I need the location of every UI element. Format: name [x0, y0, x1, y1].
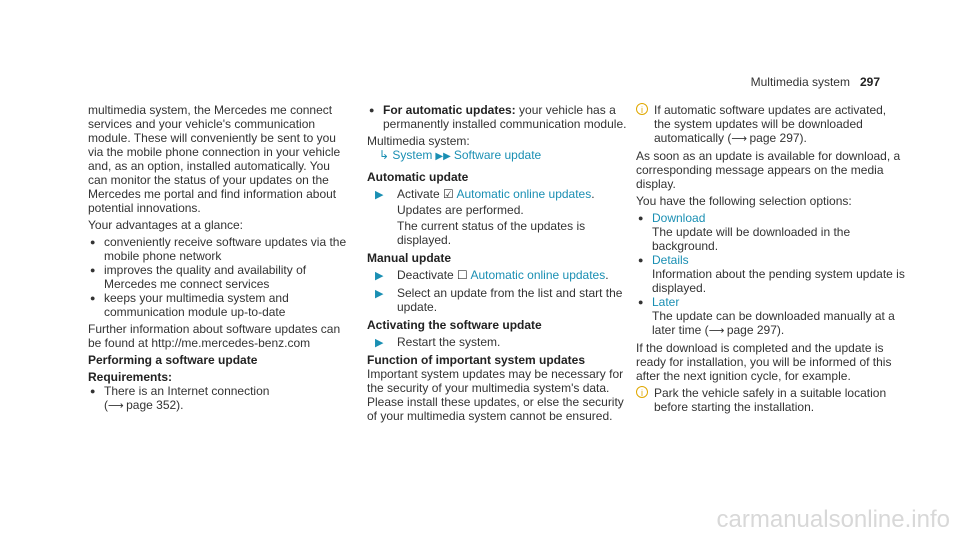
- step-arrow-icon: ▶: [375, 270, 384, 282]
- column-left: [88, 103, 350, 416]
- automatic-update-heading: Automatic update: [367, 170, 469, 184]
- option-details[interactable]: Details: [652, 253, 689, 267]
- list-item: ● keeps your multimedia system and communication module up-to-date: [88, 291, 350, 319]
- path-separator-icon: ▶▶: [435, 151, 451, 162]
- auto-download-note: i If automatic software updates are activated, the system updates will be downloaded automatically (⟶ page 297).: [636, 103, 906, 146]
- select-step: ▶ Select an update from the list and start the update.: [375, 286, 623, 314]
- park-note: i Park the vehicle safely in a suitable location before starting the installation.: [636, 386, 906, 414]
- auto-update-list: [367, 103, 629, 131]
- option-description: The update can be downloaded manually at a later time (⟶ page 297).: [652, 309, 895, 337]
- info-icon: i: [636, 103, 648, 115]
- page-ref-arrow-icon: ⟶: [731, 133, 747, 145]
- options-list: [636, 211, 906, 338]
- page-header: [751, 75, 880, 89]
- column-middle: [367, 103, 629, 426]
- multimedia-label: Multimedia system:: [367, 134, 470, 148]
- activate-result: Updates are performed.: [397, 203, 524, 217]
- restart-step: ▶ Restart the system.: [375, 335, 501, 349]
- list-item: ● For automatic updates: your vehicle has a permanently installed communication module.: [367, 103, 629, 131]
- page-reference[interactable]: ⟶ page 297).: [708, 323, 785, 337]
- page-ref-arrow-icon: ⟶: [708, 325, 724, 337]
- menu-path: [367, 148, 629, 164]
- activate-step: ▶ Activate ☑ Automatic online updates. Updates are performed. The current status of the updates is displayed.: [367, 187, 629, 247]
- deactivate-step: ▶ Deactivate ☐ Automatic online updates.: [375, 268, 609, 282]
- available-paragraph: As soon as an update is available for download, a corresponding message appears on the media display.: [636, 149, 901, 191]
- checkbox-checked-icon[interactable]: ☑: [443, 187, 454, 201]
- further-info-paragraph: Further information about software updates can be found at http://me.mercedes-benz.com: [88, 322, 341, 350]
- page-reference[interactable]: (⟶ page 352).: [104, 398, 184, 412]
- step-arrow-icon: ▶: [375, 337, 384, 349]
- activate-note: The current status of the updates is displayed.: [397, 219, 586, 247]
- advantages-list: [88, 235, 350, 319]
- step-arrow-icon: ▶: [375, 288, 384, 300]
- option-later[interactable]: Later: [652, 295, 680, 309]
- function-heading: Function of important system updates: [367, 353, 586, 367]
- automatic-online-updates-option[interactable]: Automatic online updates: [456, 187, 592, 201]
- path-turn-icon: ↳: [379, 148, 390, 162]
- option-download[interactable]: Download: [652, 211, 706, 225]
- info-icon: i: [636, 386, 648, 398]
- watermark: carmanualsonline.info: [716, 506, 950, 533]
- automatic-online-updates-option[interactable]: Automatic online updates: [470, 268, 606, 282]
- list-item: ● conveniently receive software updates via the mobile phone network: [88, 235, 350, 263]
- list-item: [88, 384, 350, 413]
- requirement-text: There is an Internet connection: [104, 384, 270, 398]
- page-number: 297: [859, 75, 880, 89]
- column-right: [636, 103, 906, 417]
- section-title: Multimedia system: [750, 75, 850, 89]
- performing-heading: Performing a software update: [88, 353, 258, 367]
- option-description: Information about the pending system update is displayed.: [652, 267, 905, 295]
- page-reference[interactable]: ⟶ page 297).: [731, 131, 807, 145]
- activating-heading: Activating the software update: [367, 318, 542, 332]
- options-label: You have the following selection options:: [636, 194, 852, 208]
- advantages-label: Your advantages at a glance:: [88, 218, 244, 232]
- path-software-update[interactable]: Software update: [453, 148, 542, 162]
- list-item: [636, 211, 906, 253]
- path-system[interactable]: System: [392, 148, 433, 162]
- requirements-list: [88, 384, 350, 413]
- list-item: [636, 295, 906, 338]
- page-ref-arrow-icon: ⟶: [108, 400, 123, 412]
- option-description: The update will be downloaded in the background.: [652, 225, 851, 253]
- completed-paragraph: If the download is completed and the update is ready for installation, you will be informed of this after the next ignition cycle, for example.: [636, 341, 892, 383]
- checkbox-empty-icon[interactable]: ☐: [457, 268, 468, 282]
- step-arrow-icon: ▶: [375, 189, 384, 201]
- manual-update-heading: Manual update: [367, 251, 452, 265]
- requirements-label: Requirements:: [88, 370, 173, 384]
- list-item: ● improves the quality and availability of Mercedes me connect services: [88, 263, 350, 291]
- list-item: [636, 253, 906, 295]
- function-paragraph: Important system updates may be necessary for the security of your multimedia system's data. Please install these updates, or else the security of your multimedia system cannot be ensured.: [367, 367, 624, 423]
- intro-paragraph: multimedia system, the Mercedes me connect services and your vehicle's communication module. These will conveniently be sent to you via the mobile phone connection in your vehicle and, as an option, installed automatically. You can monitor the status of your updates on the Mercedes me portal and find information about potential innovations.: [88, 103, 341, 215]
